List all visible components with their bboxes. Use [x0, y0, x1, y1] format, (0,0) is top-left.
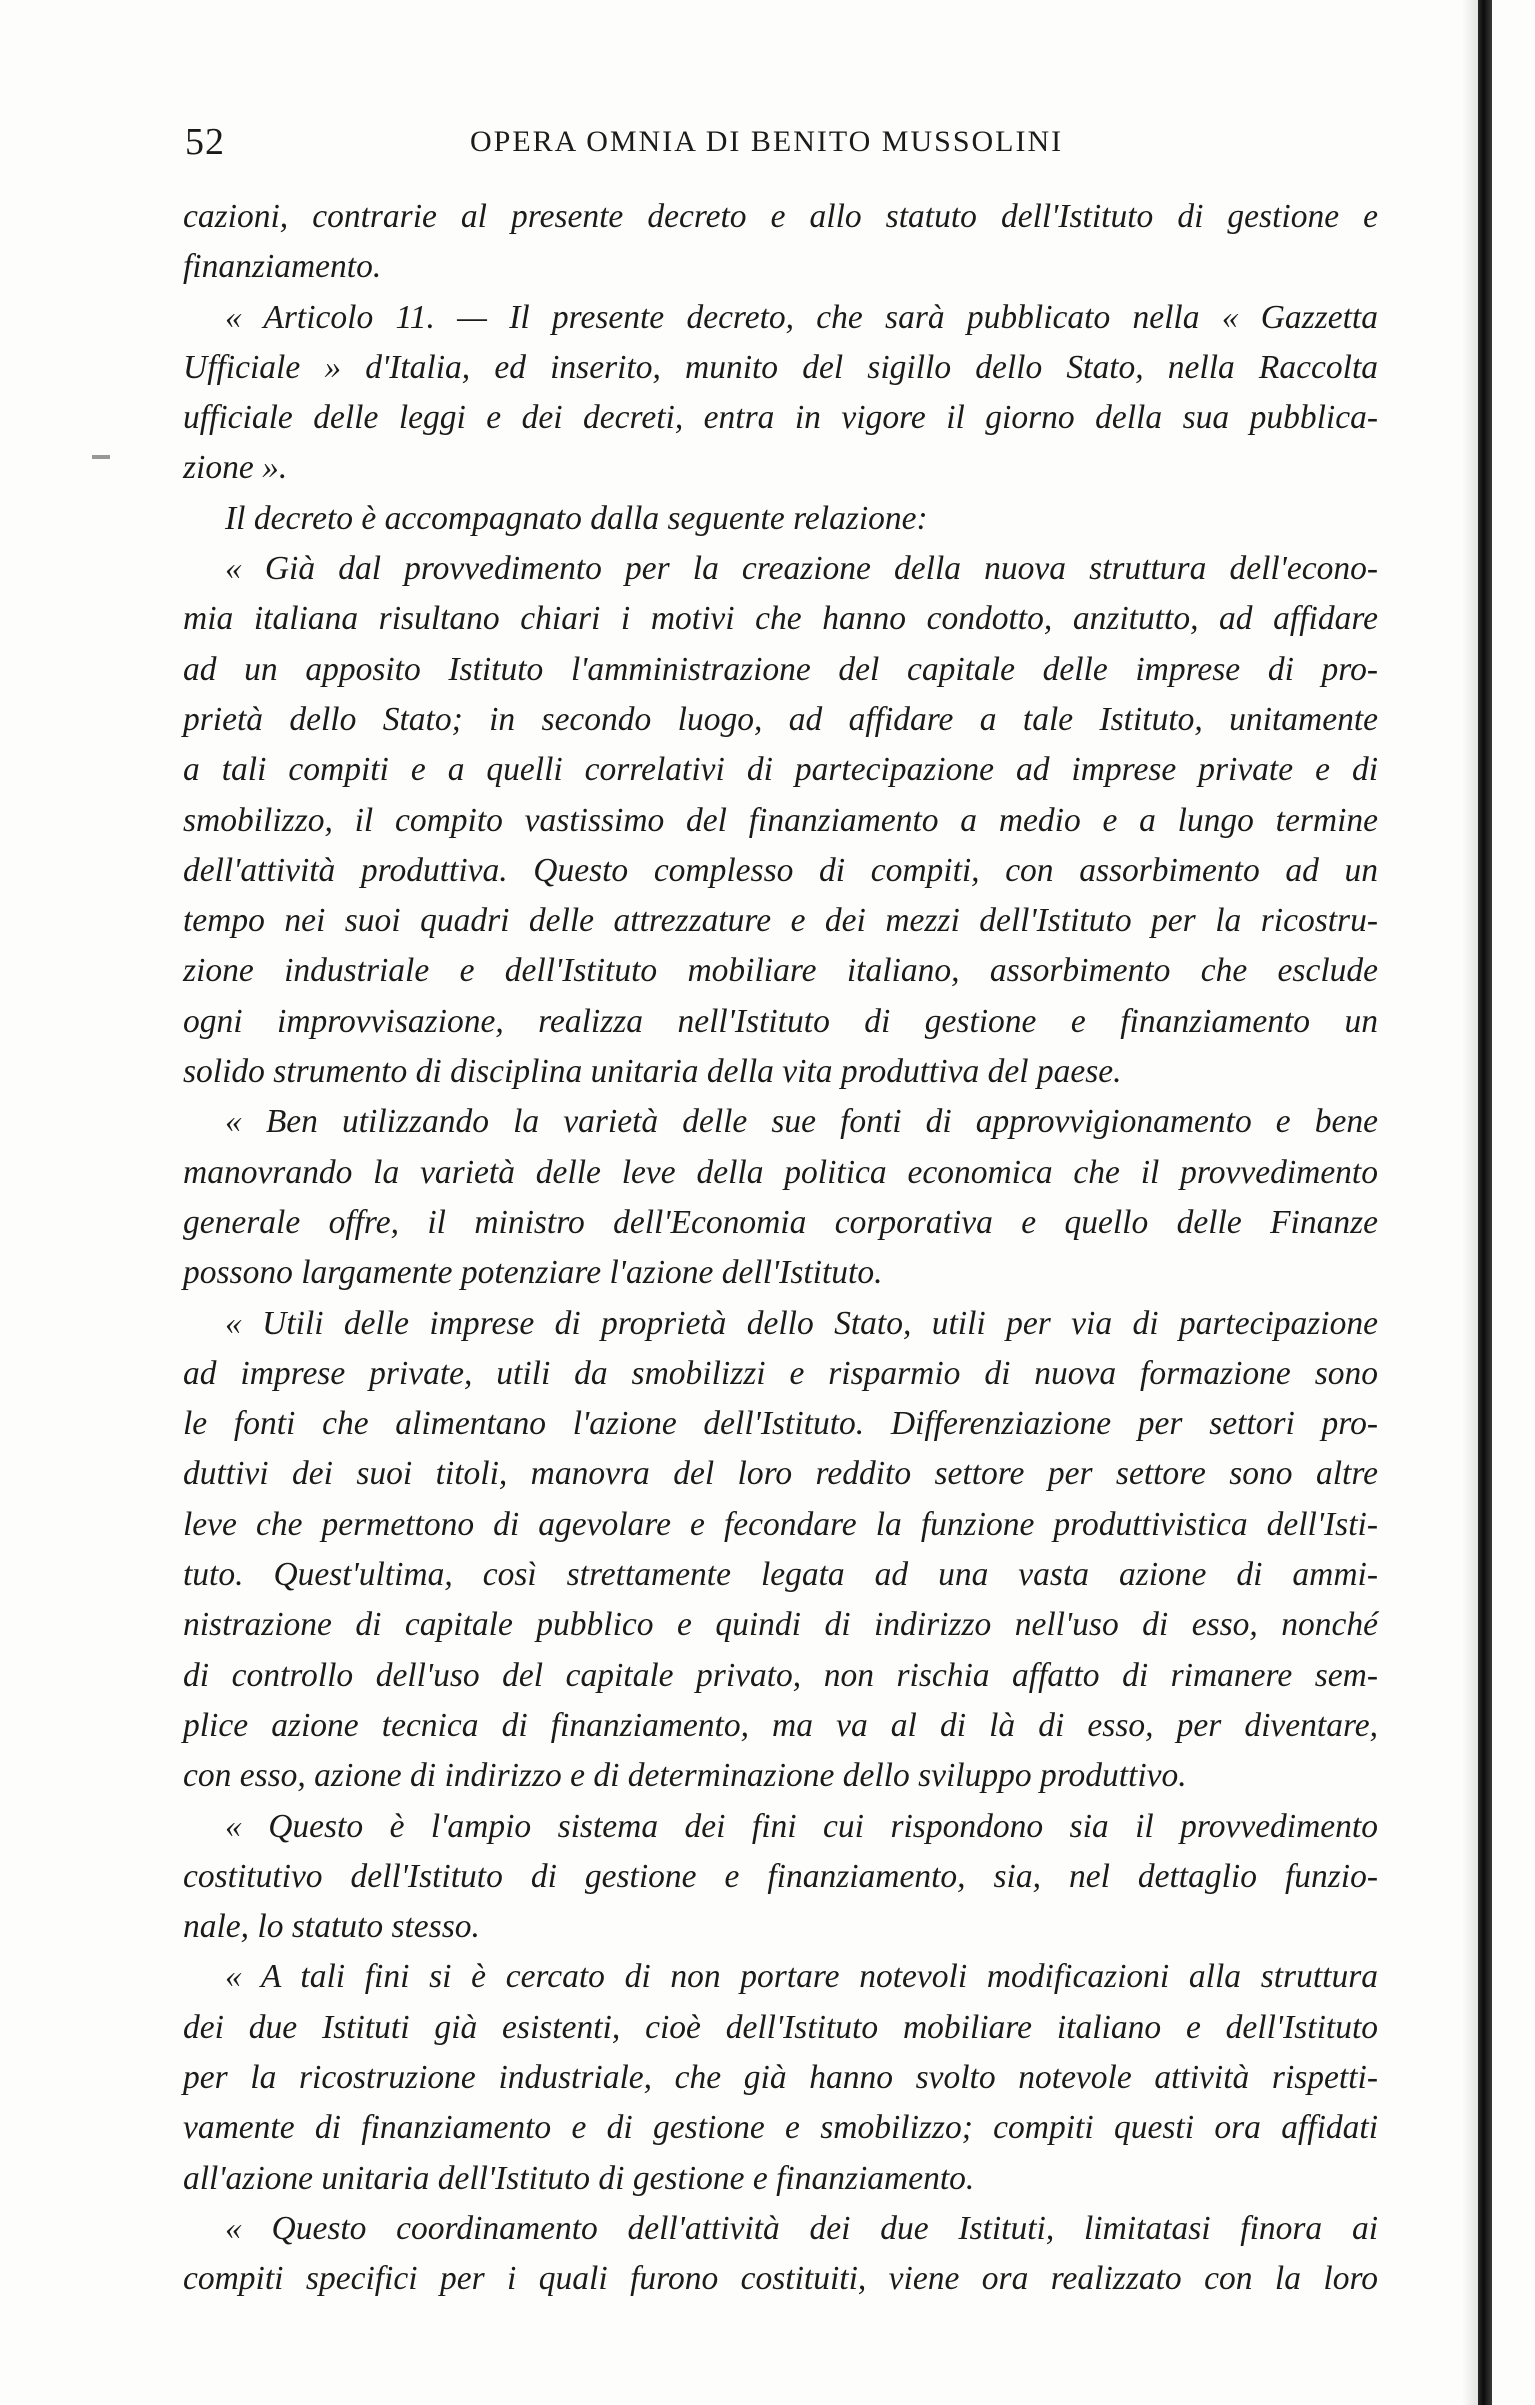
page-number: 52 [185, 121, 225, 163]
running-head [185, 120, 1385, 170]
text-line: tempo nei suoi quadri delle attrezzature e dei mezzi dell'Istituto per la ricostru- [183, 902, 1378, 940]
text-line: costitutivo dell'Istituto di gestione e finanziamento, sia, nel dettaglio funzio- [183, 1857, 1378, 1895]
text-line: plice azione tecnica di finanziamento, ma va al di là di esso, per diventare, [183, 1706, 1378, 1744]
text-line: leve che permettono di agevolare e fecondare la funzione produttivistica dell'Isti- [183, 1505, 1378, 1543]
text-line: dei due Istituti già esistenti, cioè dell'Istituto mobiliare italiano e dell'Istituto [183, 2008, 1378, 2046]
text-line: « A tali fini si è cercato di non portare notevoli modificazioni alla struttura [225, 1958, 1378, 1996]
text-line: « Articolo 11. — Il presente decreto, che sarà pubblicato nella « Gazzetta [225, 298, 1378, 336]
text-line: ad un apposito Istituto l'amministrazione del capitale delle imprese di pro- [183, 650, 1378, 688]
text-line: nale, lo statuto stesso. [183, 1908, 480, 1946]
text-line: generale offre, il ministro dell'Economia corporativa e quello delle Finanze [183, 1203, 1378, 1241]
text-line: prietà dello Stato; in secondo luogo, ad affidare a tale Istituto, unitamente [183, 700, 1378, 738]
text-line: Ufficiale » d'Italia, ed inserito, munito del sigillo dello Stato, nella Raccolta [183, 348, 1378, 386]
text-line: all'azione unitaria dell'Istituto di gestione e finanziamento. [183, 2159, 975, 2197]
text-line: duttivi dei suoi titoli, manovra del loro reddito settore per settore sono altre [183, 1455, 1378, 1493]
text-line: mia italiana risultano chiari i motivi che hanno condotto, anzitutto, ad affidare [183, 600, 1378, 638]
text-line: zione industriale e dell'Istituto mobiliare italiano, assorbimento che esclude [183, 952, 1378, 990]
binding-shadow [1462, 0, 1478, 2405]
margin-mark [92, 455, 110, 459]
text-line: « Utili delle imprese di proprietà dello Stato, utili per via di partecipazione [225, 1304, 1378, 1342]
text-line: cazioni, contrarie al presente decreto e allo statuto dell'Istituto di gestione e [183, 198, 1378, 235]
text-line: ad imprese private, utili da smobilizzi e risparmio di nuova formazione sono [183, 1354, 1378, 1392]
text-line: solido strumento di disciplina unitaria della vita produttiva del paese. [183, 1053, 1122, 1091]
binding-edge [1478, 0, 1492, 2405]
body-text [183, 192, 1378, 2304]
text-line: « Questo è l'ampio sistema dei fini cui rispondono sia il provvedimento [225, 1807, 1378, 1845]
text-line: tuto. Quest'ultima, così strettamente legata ad una vasta azione di ammi- [183, 1556, 1378, 1594]
text-line: compiti specifici per i quali furono costituiti, viene ora realizzato con la loro [183, 2260, 1378, 2298]
text-line: smobilizzo, il compito vastissimo del finanziamento a medio e a lungo termine [183, 801, 1378, 839]
running-title: OPERA OMNIA DI BENITO MUSSOLINI [470, 125, 1064, 158]
text-line: con esso, azione di indirizzo e di determinazione dello sviluppo produttivo. [183, 1757, 1187, 1795]
text-line: Il decreto è accompagnato dalla seguente relazione: [225, 499, 928, 537]
text-line: possono largamente potenziare l'azione dell'Istituto. [183, 1254, 883, 1292]
text-line: finanziamento. [183, 248, 382, 286]
text-line: « Questo coordinamento dell'attività dei due Istituti, limitatasi finora ai [225, 2209, 1378, 2247]
text-line: dell'attività produttiva. Questo complesso di compiti, con assorbimento ad un [183, 851, 1378, 889]
text-line: manovrando la varietà delle leve della politica economica che il provvedimento [183, 1153, 1378, 1191]
text-line: « Già dal provvedimento per la creazione della nuova struttura dell'econo- [225, 550, 1378, 588]
text-line: ufficiale delle leggi e dei decreti, entra in vigore il giorno della sua pubblica- [183, 399, 1378, 437]
text-line: zione ». [183, 449, 288, 487]
text-line: per la ricostruzione industriale, che già hanno svolto notevole attività rispetti- [183, 2058, 1378, 2096]
text-line: « Ben utilizzando la varietà delle sue fonti di approvvigionamento e bene [225, 1103, 1378, 1141]
text-line: di controllo dell'uso del capitale privato, non rischia affatto di rimanere sem- [183, 1656, 1378, 1694]
text-line: ogni improvvisazione, realizza nell'Istituto di gestione e finanziamento un [183, 1002, 1378, 1040]
text-line: vamente di finanziamento e di gestione e smobilizzo; compiti questi ora affidati [183, 2109, 1378, 2147]
text-line: nistrazione di capitale pubblico e quindi di indirizzo nell'uso di esso, nonché [183, 1606, 1378, 1644]
text-line: a tali compiti e a quelli correlativi di partecipazione ad imprese private e di [183, 751, 1378, 789]
text-line: le fonti che alimentano l'azione dell'Istituto. Differenziazione per settori pro- [183, 1405, 1378, 1443]
